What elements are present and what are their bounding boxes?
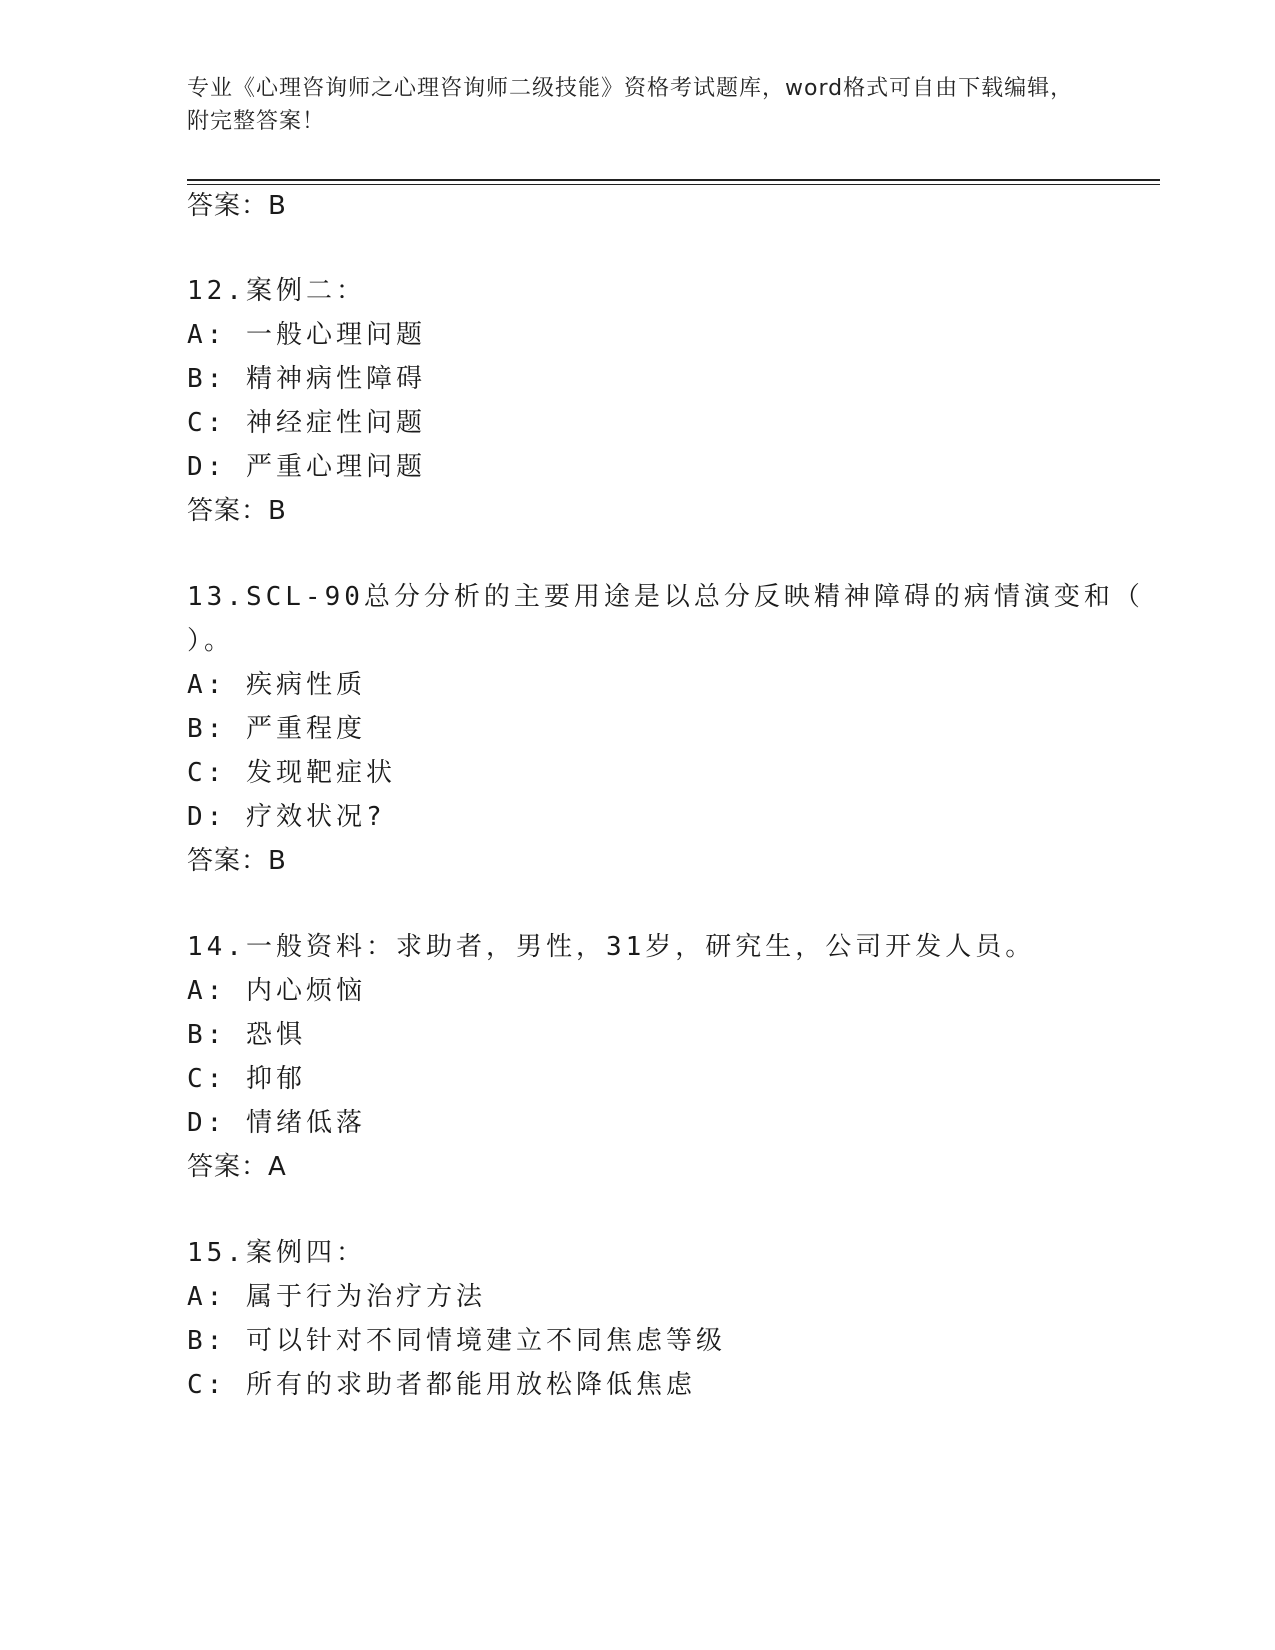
option-b: B: 可以针对不同情境建立不同焦虑等级: [187, 1326, 726, 1356]
answer-line: 答案：B: [187, 846, 287, 876]
option-c: C: 神经症性问题: [187, 408, 426, 438]
option-d: D: 严重心理问题: [187, 452, 426, 482]
option-a: A: 属于行为治疗方法: [187, 1282, 486, 1312]
header-divider-thin: [187, 184, 1160, 185]
option-c: C: 所有的求助者都能用放松降低焦虑: [187, 1370, 696, 1400]
question-stem: 15.案例四：: [187, 1238, 366, 1268]
question-stem: 12.案例二：: [187, 276, 366, 306]
option-a: A: 疾病性质: [187, 670, 366, 700]
question-stem: 13.SCL-90总分分析的主要用途是以总分反映精神障碍的病情演变和（: [187, 582, 1144, 612]
option-c: C: 抑郁: [187, 1064, 306, 1094]
option-b: B: 精神病性障碍: [187, 364, 426, 394]
answer-line: 答案：A: [187, 1152, 287, 1182]
option-a: A: 一般心理问题: [187, 320, 426, 350]
option-a: A: 内心烦恼: [187, 976, 366, 1006]
option-d: D: 疗效状况?: [187, 802, 386, 832]
question-stem-continued: ）。: [187, 626, 235, 656]
answer-line: 答案：B: [187, 496, 287, 526]
option-c: C: 发现靶症状: [187, 758, 396, 788]
page-header-text: 专业《心理咨询师之心理咨询师二级技能》资格考试题库，word格式可自由下载编辑，附完整答案！: [187, 76, 1074, 134]
option-b: B: 恐惧: [187, 1020, 306, 1050]
option-b: B: 严重程度: [187, 714, 366, 744]
answer-line: 答案：B: [187, 191, 287, 221]
header-divider: [187, 179, 1160, 181]
option-d: D: 情绪低落: [187, 1108, 366, 1138]
question-stem: 14.一般资料：求助者，男性，31岁，研究生，公司开发人员。: [187, 932, 1036, 962]
